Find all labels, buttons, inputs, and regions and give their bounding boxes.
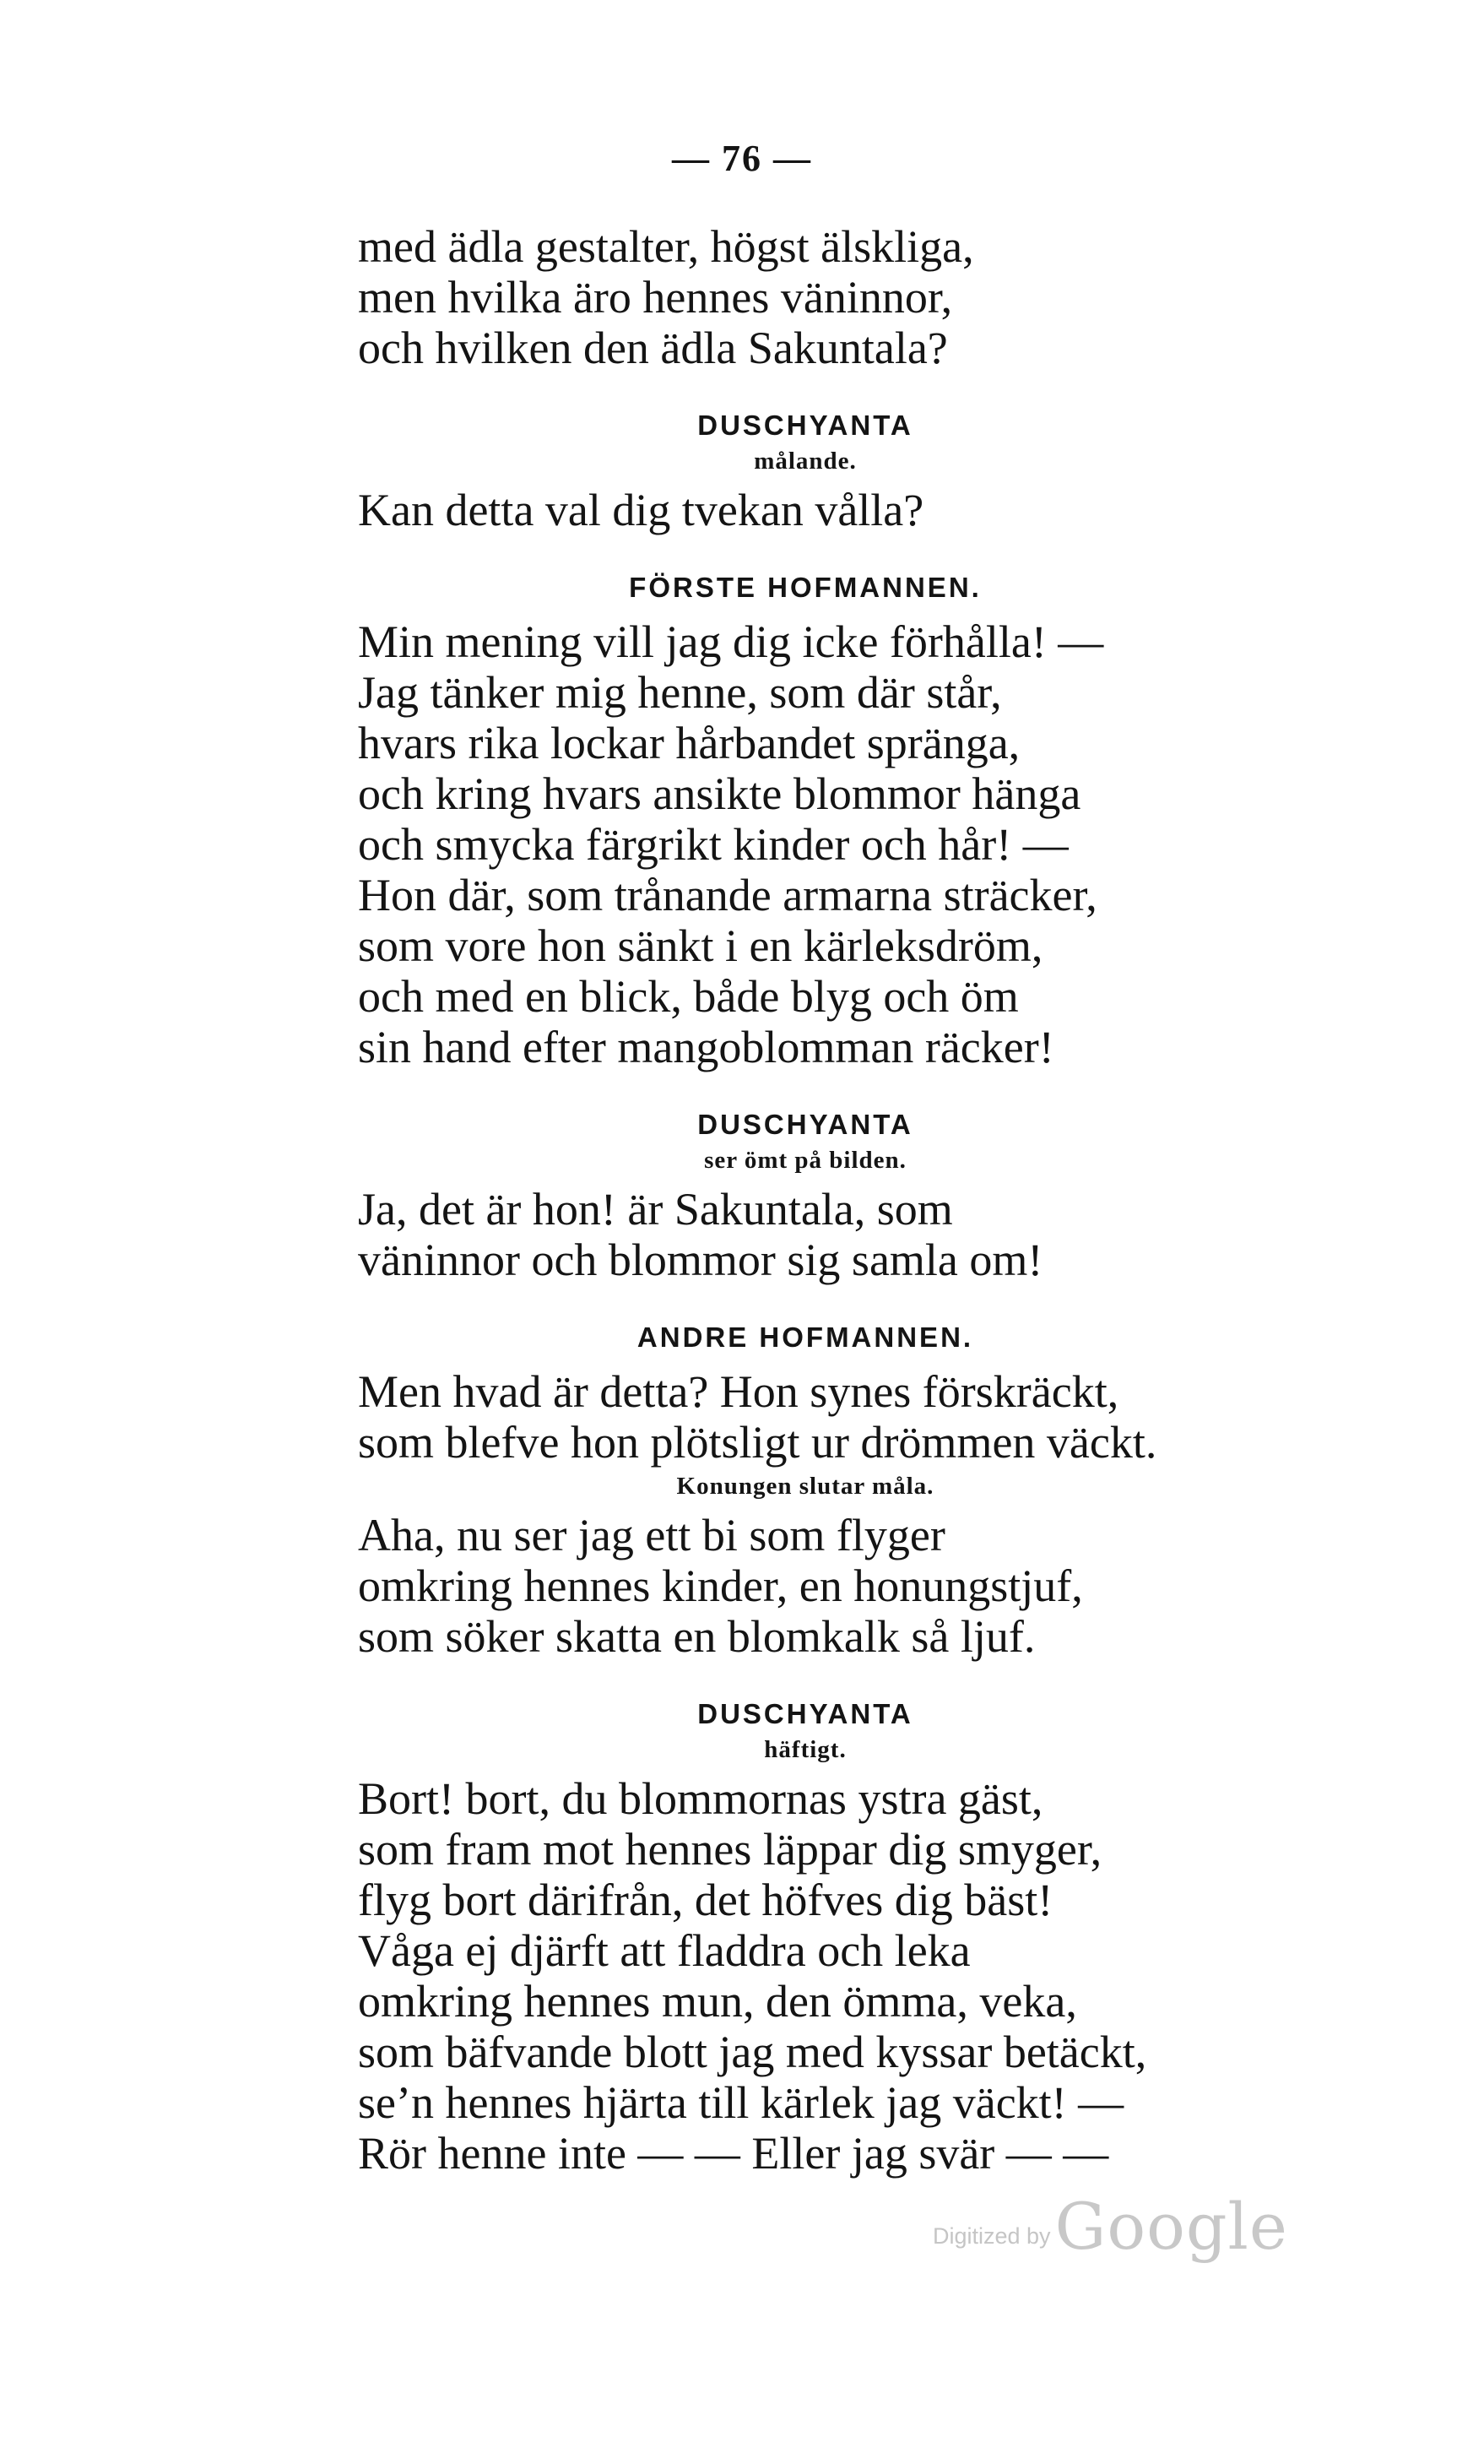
verse-line: Min mening vill jag dig icke förhålla! —: [358, 616, 1104, 667]
verse-line: väninnor och blommor sig samla om!: [358, 1235, 1043, 1285]
verse-line: Jag tänker mig henne, som där står,: [358, 667, 1002, 718]
watermark-digitized-by: Digitized by: [933, 2223, 1051, 2249]
verse-line: se’n hennes hjärta till kärlek jag väckt! —: [358, 2077, 1124, 2128]
stage-direction: häftigt.: [764, 1736, 847, 1763]
verse-line: Kan detta val dig tvekan vålla?: [358, 485, 924, 535]
speaker-name: DUSCHYANTA: [697, 1109, 913, 1140]
watermark-google-logo: Google: [1054, 2189, 1288, 2264]
google-watermark: [933, 2189, 1288, 2270]
speaker-name: DUSCHYANTA: [697, 410, 913, 441]
verse-line: och smycka färgrikt kinder och hår! —: [358, 819, 1069, 870]
verse-line: Ja, det är hon! är Sakuntala, som: [358, 1184, 953, 1235]
verse-line: hvars rika lockar hårbandet spränga,: [358, 718, 1021, 768]
verse-line: men hvilka äro hennes väninnor,: [358, 272, 953, 323]
verse-line: omkring hennes mun, den ömma, veka,: [358, 1976, 1077, 2027]
verse-line: Men hvad är detta? Hon synes förskräckt,: [358, 1366, 1119, 1417]
verse-line: och kring hvars ansikte blommor hänga: [358, 768, 1081, 819]
verse-line: och hvilken den ädla Sakuntala?: [358, 323, 948, 373]
verse-line: Hon där, som trånande armarna sträcker,: [358, 870, 1097, 920]
stage-direction: ser ömt på bilden.: [704, 1147, 907, 1174]
verse-line: som söker skatta en blomkalk så ljuf.: [358, 1611, 1036, 1662]
play-text: [358, 221, 1371, 2179]
verse-line: som vore hon sänkt i en kärleksdröm,: [358, 920, 1043, 971]
speaker-name: FÖRSTE HOFMANNEN.: [629, 572, 982, 603]
verse-line: som blefve hon plötsligt ur drömmen väckt.: [358, 1417, 1157, 1468]
stage-direction: målande.: [754, 448, 857, 475]
verse-line: sin hand efter mangoblomman räcker!: [358, 1022, 1054, 1072]
verse-line: Aha, nu ser jag ett bi som flyger: [358, 1510, 945, 1560]
verse-line: och med en blick, både blyg och öm: [358, 971, 1019, 1022]
verse-line: omkring hennes kinder, en honungstjuf,: [358, 1560, 1083, 1611]
verse-line: med ädla gestalter, högst älskliga,: [358, 221, 974, 272]
verse-line: flyg bort därifrån, det höfves dig bäst!: [358, 1875, 1053, 1925]
speaker-name: DUSCHYANTA: [697, 1698, 913, 1729]
stage-direction: Konungen slutar måla.: [676, 1473, 934, 1500]
verse-line: som bäfvande blott jag med kyssar betäckt,: [358, 2027, 1147, 2077]
verse-line: Rör henne inte — — Eller jag svär — —: [358, 2128, 1109, 2179]
verse-line: Bort! bort, du blommornas ystra gäst,: [358, 1773, 1043, 1824]
speaker-name: ANDRE HOFMANNEN.: [636, 1322, 974, 1353]
verse-line: Våga ej djärft att fladdra och leka: [358, 1925, 971, 1976]
page-number: — 76 —: [672, 138, 812, 179]
verse-line: som fram mot hennes läppar dig smyger,: [358, 1824, 1102, 1875]
